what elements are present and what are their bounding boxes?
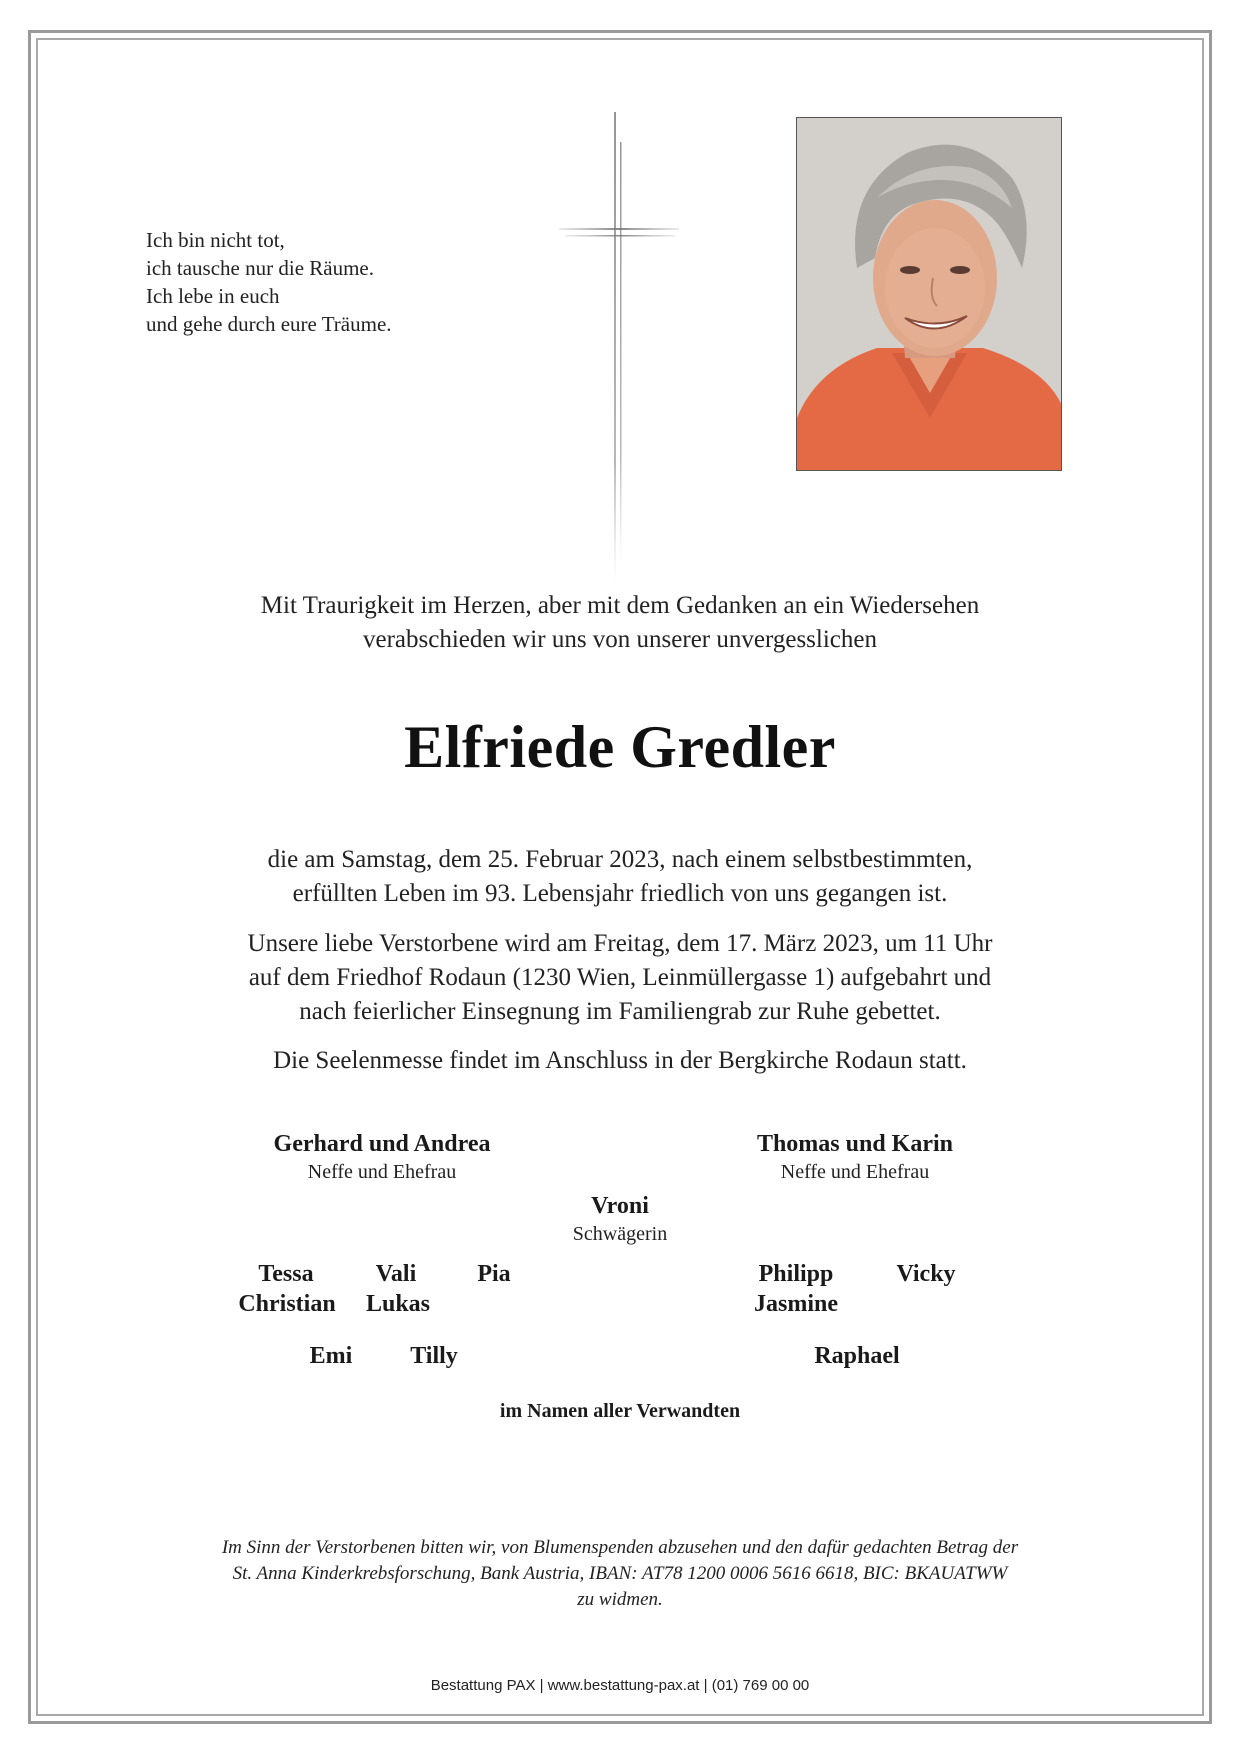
footer-contact: Bestattung PAX | www.bestattung-pax.at | (01) 769 00 00: [430, 1677, 810, 1694]
mourner-names: Thomas und Karin: [756, 1131, 954, 1157]
cross-icon: [555, 112, 685, 582]
funeral-details: [0, 927, 1240, 1029]
mourner-left-couple: [232, 1129, 532, 1185]
on-behalf-line: im Namen aller Verwandten: [499, 1400, 741, 1422]
poem: [146, 226, 392, 338]
poem-line: und gehe durch eure Träume.: [146, 312, 392, 336]
mourner-child: Pia: [477, 1261, 511, 1287]
funeral-line: auf dem Friedhof Rodaun (1230 Wien, Leinmüllergasse 1) aufgebahrt und: [248, 964, 992, 991]
mourner-child: Vali: [375, 1261, 417, 1287]
poem-line: Ich lebe in euch: [146, 284, 280, 308]
mourner-child: Christian: [238, 1291, 336, 1317]
death-notice: [0, 843, 1240, 911]
funeral-line: Unsere liebe Verstorbene wird am Freitag, dem 17. März 2023, um 11 Uhr: [247, 930, 993, 957]
mourner-grandchild: Tilly: [410, 1343, 458, 1369]
mass-info: Die Seelenmesse findet im Anschluss in der Bergkirche Rodaun statt.: [273, 1047, 967, 1074]
mourner-relation: Schwägerin: [572, 1223, 668, 1245]
death-notice-line: die am Samstag, dem 25. Februar 2023, nach einem selbstbestimmten,: [267, 846, 973, 873]
intro-line-2: verabschieden wir uns von unserer unvergesslichen: [363, 626, 877, 653]
mourner-child: Philipp: [758, 1261, 834, 1287]
deceased-name: Elfriede Gredler: [404, 714, 836, 780]
donation-line: Im Sinn der Verstorbenen bitten wir, von Blumenspenden abzusehen und den dafür gedachten Betrag der: [221, 1537, 1019, 1558]
mourner-grandchild: Emi: [309, 1343, 353, 1369]
death-notice-line: erfüllten Leben im 93. Lebensjahr friedlich von uns gegangen ist.: [292, 880, 948, 907]
mourner-child: Jasmine: [754, 1291, 838, 1317]
intro-text: [0, 589, 1240, 657]
donation-line: zu widmen.: [577, 1589, 663, 1610]
portrait-photo: [796, 117, 1062, 471]
mourner-names: Gerhard und Andrea: [273, 1131, 491, 1157]
mourner-relation: Neffe und Ehefrau: [307, 1161, 457, 1183]
mourner-child: Vicky: [896, 1261, 956, 1287]
poem-line: ich tausche nur die Räume.: [146, 256, 375, 280]
mourner-names: Vroni: [591, 1193, 649, 1219]
mourner-right-couple: [705, 1129, 1005, 1185]
intro-line-1: Mit Traurigkeit im Herzen, aber mit dem Gedanken an ein Wiedersehen: [260, 592, 980, 619]
mourner-center: [520, 1191, 720, 1247]
mourner-child: Tessa: [258, 1261, 314, 1287]
poem-line: Ich bin nicht tot,: [146, 228, 285, 252]
mourner-child: Lukas: [365, 1291, 431, 1317]
mourner-relation: Neffe und Ehefrau: [780, 1161, 930, 1183]
donation-request: [0, 1535, 1240, 1613]
funeral-line: nach feierlicher Einsegnung im Familiengrab zur Ruhe gebettet.: [299, 998, 941, 1025]
portrait-illustration: [797, 118, 1062, 471]
donation-line: St. Anna Kinderkrebsforschung, Bank Austria, IBAN: AT78 1200 0006 5616 6618, BIC: BKAUATWW: [232, 1563, 1008, 1584]
mourner-grandchild: Raphael: [814, 1343, 900, 1369]
